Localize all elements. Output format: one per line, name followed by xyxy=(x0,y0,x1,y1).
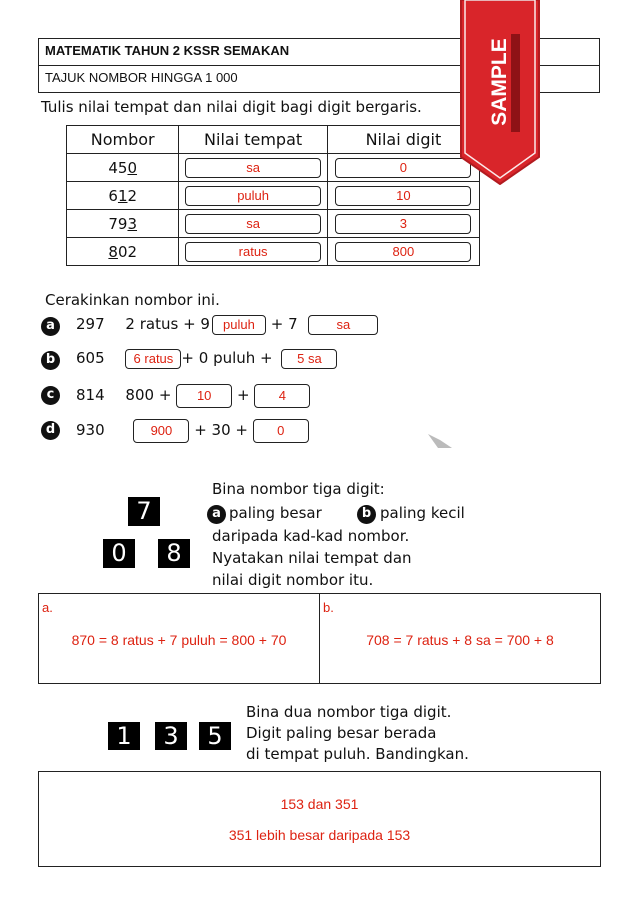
section4-line2: Digit paling besar berada xyxy=(246,724,437,742)
place-value-table xyxy=(66,125,480,266)
number-card: 8 xyxy=(158,539,190,568)
number-card: 1 xyxy=(108,722,140,750)
section3-line4: Nyatakan nilai tempat dan xyxy=(212,549,412,567)
column-header: Nilai tempat xyxy=(179,126,327,154)
section2-instruction: Cerakinkan nombor ini. xyxy=(45,291,220,309)
answer-line1[interactable]: 153 dan 351 xyxy=(280,796,359,812)
place-answer-box[interactable]: puluh xyxy=(185,186,321,206)
number-cell: 793 xyxy=(67,210,179,238)
option-a-marker: a xyxy=(207,505,226,524)
section1-instruction: Tulis nilai tempat dan nilai digit bagi digit bergaris. xyxy=(41,98,422,116)
place-answer-box[interactable]: ratus xyxy=(185,242,321,262)
pointer-mark xyxy=(426,432,454,454)
answer-box[interactable]: sa xyxy=(308,315,378,335)
answer-box[interactable]: puluh xyxy=(212,315,266,335)
answer-b-label: b. xyxy=(323,600,334,615)
answer-b-text[interactable]: 708 = 7 ratus + 8 sa = 700 + 8 xyxy=(366,632,554,648)
answer-box[interactable]: 900 xyxy=(133,419,189,443)
table-row xyxy=(67,182,480,210)
worksheet-title: MATEMATIK TAHUN 2 KSSR SEMAKAN xyxy=(38,38,600,66)
answer-box-a xyxy=(38,593,320,684)
answer-box[interactable]: 4 xyxy=(254,384,310,408)
digit-answer-box[interactable]: 800 xyxy=(335,242,471,262)
item-a-marker: a xyxy=(41,317,60,336)
item-c: 814 800 + 10 + 4 xyxy=(76,384,310,408)
answer-a-text[interactable]: 870 = 8 ratus + 7 puluh = 800 + 70 xyxy=(71,632,287,648)
section4-line1: Bina dua nombor tiga digit. xyxy=(246,703,452,721)
digit-answer-box[interactable]: 0 xyxy=(335,158,471,178)
answer-a-label: a. xyxy=(42,600,53,615)
section3-line5: nilai digit nombor itu. xyxy=(212,571,374,589)
worksheet-topic: TAJUK NOMBOR HINGGA 1 000 xyxy=(38,65,600,93)
answer-box[interactable]: 10 xyxy=(176,384,232,408)
answer-box-section4 xyxy=(38,771,601,867)
item-b-marker: b xyxy=(41,351,60,370)
number-card: 5 xyxy=(199,722,231,750)
digit-answer-box[interactable]: 3 xyxy=(335,214,471,234)
number-card: 7 xyxy=(128,497,160,526)
section4-line3: di tempat puluh. Bandingkan. xyxy=(246,745,469,763)
answer-line2[interactable]: 351 lebih besar daripada 153 xyxy=(228,827,411,843)
item-d: 930 900 + 30 + 0 xyxy=(76,419,309,443)
item-d-marker: d xyxy=(41,421,60,440)
sample-watermark xyxy=(459,0,541,185)
option-b-marker: b xyxy=(357,505,376,524)
section3-line3: daripada kad-kad nombor. xyxy=(212,527,410,545)
column-header: Nombor xyxy=(67,126,179,154)
item-c-marker: c xyxy=(41,386,60,405)
option-b-text: paling kecil xyxy=(380,504,465,522)
watermark-text: SAMPLE xyxy=(488,38,511,126)
item-b: 605 6 ratus + 0 puluh + 5 sa xyxy=(76,349,337,369)
table-row xyxy=(67,210,480,238)
option-a-text: paling besar xyxy=(229,504,322,522)
place-answer-box[interactable]: sa xyxy=(185,214,321,234)
column-header: Nilai digit xyxy=(327,126,479,154)
table-row xyxy=(67,154,480,182)
item-a: 297 2 ratus + 9 puluh + 7 sa xyxy=(76,315,378,335)
answer-box[interactable]: 0 xyxy=(253,419,309,443)
number-cell: 612 xyxy=(67,182,179,210)
digit-answer-box[interactable]: 10 xyxy=(335,186,471,206)
number-cell: 802 xyxy=(67,238,179,266)
number-card: 0 xyxy=(103,539,135,568)
answer-box-b xyxy=(319,593,601,684)
place-answer-box[interactable]: sa xyxy=(185,158,321,178)
number-cell: 450 xyxy=(67,154,179,182)
table-row xyxy=(67,238,480,266)
number-card: 3 xyxy=(155,722,187,750)
answer-box[interactable]: 6 ratus xyxy=(125,349,181,369)
answer-box[interactable]: 5 sa xyxy=(281,349,337,369)
section3-line1: Bina nombor tiga digit: xyxy=(212,480,385,498)
